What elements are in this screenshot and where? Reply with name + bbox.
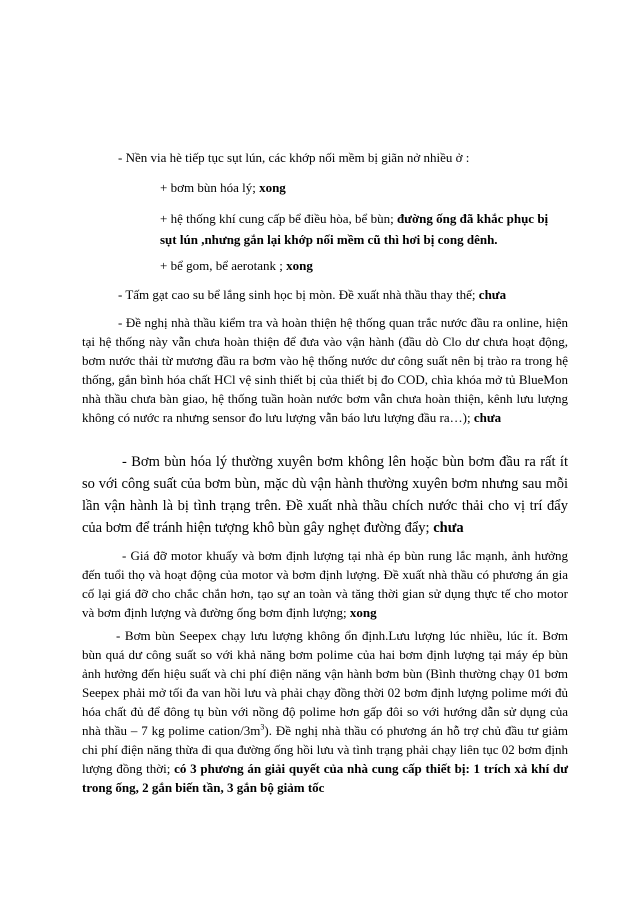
item-gia-do-motor: - Giá đỡ motor khuấy và bơm định lượng tại nhà ép bùn rung lắc mạnh, ảnh hưởng đến tuổi thọ và hoạt động của motor và bơm định lượng. Đề xuất nhà thầu có phương án gia cố lại giá đỡ cho chắc chắn hơn, tạo sự an toàn và tăng thời gian sử dụng thực tế cho motor và bơm định lượng và đường ống bơm định lượng; xong <box>82 548 568 620</box>
item-tam-gat: - Tấm gạt cao su bể lắng sinh học bị mòn. Đề xuất nhà thầu thay thế; chưa <box>118 287 507 302</box>
item-he-thong-khi: + hệ thống khí cung cấp bể điều hòa, bể bùn; đường ống đã khắc phục bị sụt lún ,nhưng gắn lại khớp nối mềm cũ thì hơi bị cong dênh. <box>160 211 549 247</box>
item-be-gom: + bể gom, bể aerotank ; xong <box>160 258 313 273</box>
item-via-he: - Nền via hè tiếp tục sụt lún, các khớp nối mềm bị giãn nở nhiều ở : <box>118 150 470 165</box>
item-bom-bun-hoa-ly-2: - Bơm bùn hóa lý thường xuyên bơm không lên hoặc bùn bơm đầu ra rất ít so với công suất của bơm bùn, mặc dù vận hành thường xuyên bơm nhưng sau mỗi lần vận hành là bị tình trạng trên. Đề xuất nhà thầu chích nước thải cho vị trí đẩy của bơm để tránh hiện tượng khô bùn gây nghẹt đường đẩy; chưa <box>82 454 568 536</box>
item-quan-trac: - Đề nghị nhà thầu kiểm tra và hoàn thiện hệ thống quan trắc nước đầu ra online, hiện tại hệ thống này vẫn chưa hoàn thiện để đưa vào vận hành (đầu dò Clo dư chưa hoạt động, bơm nước thải từ mương đầu ra bơm vào hệ thống nước dư công suất nên bị trào ra trong hệ thống, gắn bình hóa chất HCl vệ sinh thiết bị của thiết bị đo COD, chìa khóa mở tủ BlueMon nhà thầu chưa bàn giao, hệ thống tuần hoàn nước bơm vẫn chưa hoàn thiện, kênh lưu lượng không có nước ra nhưng sensor đo lưu lượng vẫn báo lưu lượng đầu ra…); chưa <box>82 315 568 425</box>
item-seepex: - Bơm bùn Seepex chạy lưu lượng không ổn định.Lưu lượng lúc nhiều, lúc ít. Bơm bùn quá dư công suất so với khả năng bơm polime của hai bơm định lượng tại máy ép bùn ảnh hưởng đến hiệu suất và chi phí điện năng vận hành bơm bùn (Bình thường chạy 01 bơm Seepex phải mở tối đa van hồi lưu và phải chạy đồng thời 02 bơm định lượng polime mới đủ hóa chất đủ để đông tụ bùn với nồng độ polime hơn gấp đôi so với hướng dẫn sử dụng của nhà thầu – 7 kg polime cation/$3m^3$). Đề nghị nhà thầu có phương án hỗ trợ chủ đầu tư giảm chi phí điện năng thừa đi qua đường ống hồi lưu và tình trạng phải chạy liên tục 02 bơm định lượng đồng thời; có 3 phương án giải quyết của nhà cung cấp thiết bị: 1 trích xả khí dư trong ống, 2 gắn biến tần, 3 gắn bộ giảm tốc <box>82 628 568 795</box>
item-bom-bun-hoa-ly: + bơm bùn hóa lý; xong <box>160 180 286 195</box>
